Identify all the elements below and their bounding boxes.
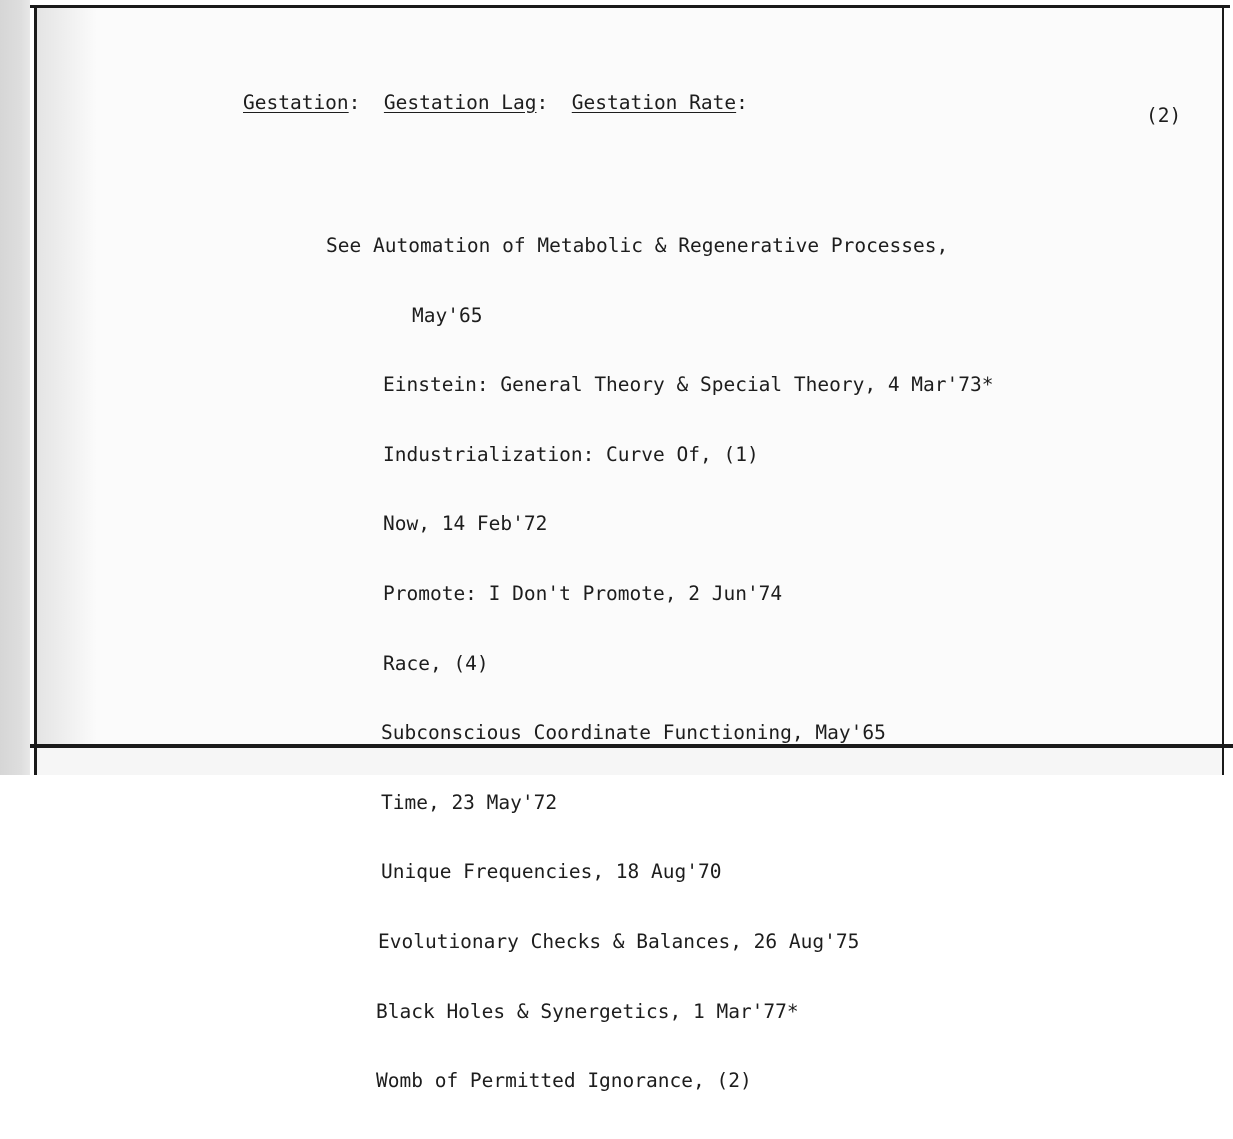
list-item: Einstein: General Theory & Special Theory, 4 Mar'73* [383,373,994,397]
card-heading [243,91,748,115]
list-item: Unique Frequencies, 18 Aug'70 [381,860,722,884]
heading-separator: : [736,91,748,114]
heading-term-gestation-rate: Gestation Rate [571,91,737,114]
list-item: Subconscious Coordinate Functioning, May'65 [381,721,886,745]
card-shade [37,8,97,744]
page-edge-shadow [0,0,30,775]
list-item: Promote: I Don't Promote, 2 Jun'74 [383,581,783,605]
next-index-card [34,748,1224,775]
entry-text: Automation of Metabolic & Regenerative Processes, [372,234,949,257]
heading-term-gestation: Gestation [243,91,349,114]
list-item: Race, (4) [383,651,489,675]
list-item: Industrialization: Curve Of, (1) [383,442,759,466]
heading-separator: : [536,91,561,114]
list-item: Now, 14 Feb'72 [383,512,548,536]
list-item: Time, 23 May'72 [381,790,558,814]
list-item: Evolutionary Checks & Balances, 26 Aug'75 [378,929,860,953]
list-item [326,234,1186,258]
heading-separator: : [348,91,373,114]
list-item: Womb of Permitted Ignorance, (2) [376,1069,752,1093]
heading-term-gestation-lag: Gestation Lag [383,91,537,114]
list-item-continuation: May'65 [412,303,483,327]
cross-reference-list [326,188,1186,1139]
see-label: See [326,234,362,257]
card-sequence-number: (2) [1146,104,1182,127]
list-item: Black Holes & Synergetics, 1 Mar'77* [376,999,799,1023]
